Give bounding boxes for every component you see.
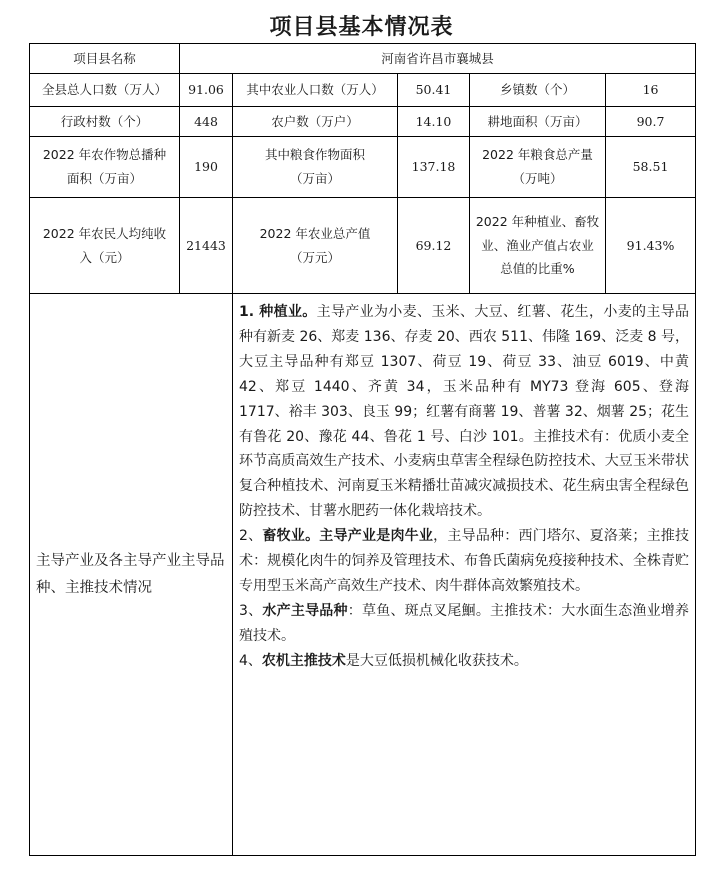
table-row bbox=[30, 137, 696, 198]
farmer-income-value: 21443 bbox=[180, 198, 233, 294]
sector-share-label bbox=[470, 198, 606, 294]
livestock-number: 2、 bbox=[239, 528, 263, 545]
planting-text: 主导产业为小麦、玉米、大豆、红薯、花生，小麦的主导品种有新麦 26、郑麦 136、存麦 20、西农 511、伟隆 169、泛麦 8 号，大豆主导品种有郑豆 1307、荷豆 19、荷豆 33、油豆 6019、中黄 42、郑豆 1440、齐黄 34，玉米品种有 MY73 登海 605、登海 1717、裕丰 303、良玉 99；红薯有商薯 19、普薯 32、烟薯 25；花生有鲁花 20、豫花 44、鲁花 1 号、白沙 101。主推技术有：优质小麦全环节高质高效生产技术、小麦病虫草害全程绿色防控技术、大豆玉米带状复合种植技术、河南夏玉米精播壮苗减灾减损技术、花生病虫害全程绿色防控技术、甘薯水肥药一体化栽培技术。 bbox=[239, 304, 690, 520]
section-label: 主导产业及各主导产业主导品种、主推技术情况 bbox=[30, 294, 233, 856]
total-population-value: 91.06 bbox=[180, 74, 233, 107]
agri-output-label-line2: （万元） bbox=[289, 249, 340, 265]
grain-area-label-line1: 其中粮食作物面积 bbox=[264, 147, 365, 163]
agri-output-value: 69.12 bbox=[398, 198, 470, 294]
household-count-value: 14.10 bbox=[398, 107, 470, 137]
farmland-area-value: 90.7 bbox=[606, 107, 696, 137]
grain-area-label bbox=[233, 137, 398, 198]
planting-heading: 1. 种植业。 bbox=[239, 304, 317, 320]
agri-output-label-line1: 2022 年农业总产值 bbox=[259, 225, 371, 241]
livestock-text: ，主导品种：西门塔尔、夏洛莱；主推技术：规模化肉牛的饲养及管理技术、布鲁氏菌病免疫接种技术、全株青贮专用型玉米高产高效生产技术、肉牛群体高效繁殖技术。 bbox=[239, 528, 690, 594]
county-name-label: 项目县名称 bbox=[30, 44, 180, 74]
sector-share-label-line1: 2022 年种植业、畜牧 bbox=[475, 213, 600, 229]
agri-population-label: 其中农业人口数（万人） bbox=[233, 74, 398, 107]
farmer-income-label-line1: 2022 年农民人均纯收 bbox=[42, 225, 167, 241]
paragraph-planting bbox=[239, 300, 689, 524]
section-content bbox=[233, 294, 696, 856]
table-row bbox=[30, 74, 696, 107]
machinery-heading: 农机主推技术 bbox=[261, 652, 346, 669]
grain-output-label bbox=[470, 137, 606, 198]
aquaculture-heading: 水产主导品种 bbox=[262, 602, 348, 619]
county-name-value: 河南省许昌市襄城县 bbox=[180, 44, 696, 74]
paragraph-machinery bbox=[239, 649, 689, 674]
village-count-value: 448 bbox=[180, 107, 233, 137]
machinery-text: 是大豆低损机械化收获技术。 bbox=[345, 652, 528, 669]
page-title: 项目县基本情况表 bbox=[269, 15, 454, 40]
sown-area-label-line1: 2022 年农作物总播种 bbox=[42, 147, 167, 163]
total-population-label: 全县总人口数（万人） bbox=[30, 74, 180, 107]
grain-output-label-line2: （万吨） bbox=[512, 171, 563, 186]
machinery-number: 4、 bbox=[239, 652, 262, 669]
grain-output-value: 58.51 bbox=[606, 137, 696, 198]
sector-share-label-line3: 总值的比重% bbox=[500, 261, 575, 277]
table-row bbox=[30, 44, 696, 74]
table-row bbox=[30, 198, 696, 294]
grain-area-value: 137.18 bbox=[398, 137, 470, 198]
township-count-label: 乡镇数（个） bbox=[470, 74, 606, 107]
grain-output-label-line1: 2022 年粮食总产量 bbox=[482, 147, 593, 163]
table-row bbox=[30, 294, 696, 856]
agri-population-value: 50.41 bbox=[398, 74, 470, 107]
farmer-income-label bbox=[30, 198, 180, 294]
grain-area-label-line2: （万亩） bbox=[289, 171, 340, 186]
sown-area-label-line2: 面积（万亩） bbox=[66, 171, 142, 186]
sown-area-value: 190 bbox=[180, 137, 233, 198]
aquaculture-number: 3、 bbox=[239, 602, 263, 619]
paragraph-aquaculture bbox=[239, 599, 689, 649]
table-row bbox=[30, 107, 696, 137]
farmer-income-label-line2: 入（元） bbox=[79, 249, 130, 265]
paragraph-livestock bbox=[239, 524, 689, 599]
household-count-label: 农户数（万户） bbox=[233, 107, 398, 137]
aquaculture-text: ：草鱼、斑点叉尾鮰。主推技术：大水面生态渔业增养殖技术。 bbox=[239, 602, 690, 644]
village-count-label: 行政村数（个） bbox=[30, 107, 180, 137]
livestock-heading: 畜牧业。主导产业是肉牛业 bbox=[262, 528, 434, 545]
info-table bbox=[29, 43, 696, 856]
farmland-area-label: 耕地面积（万亩） bbox=[470, 107, 606, 137]
sown-area-label bbox=[30, 137, 180, 198]
township-count-value: 16 bbox=[606, 74, 696, 107]
sector-share-label-line2: 业、渔业产值占农业 bbox=[481, 237, 594, 253]
sector-share-value: 91.43% bbox=[606, 198, 696, 294]
agri-output-label bbox=[233, 198, 398, 294]
